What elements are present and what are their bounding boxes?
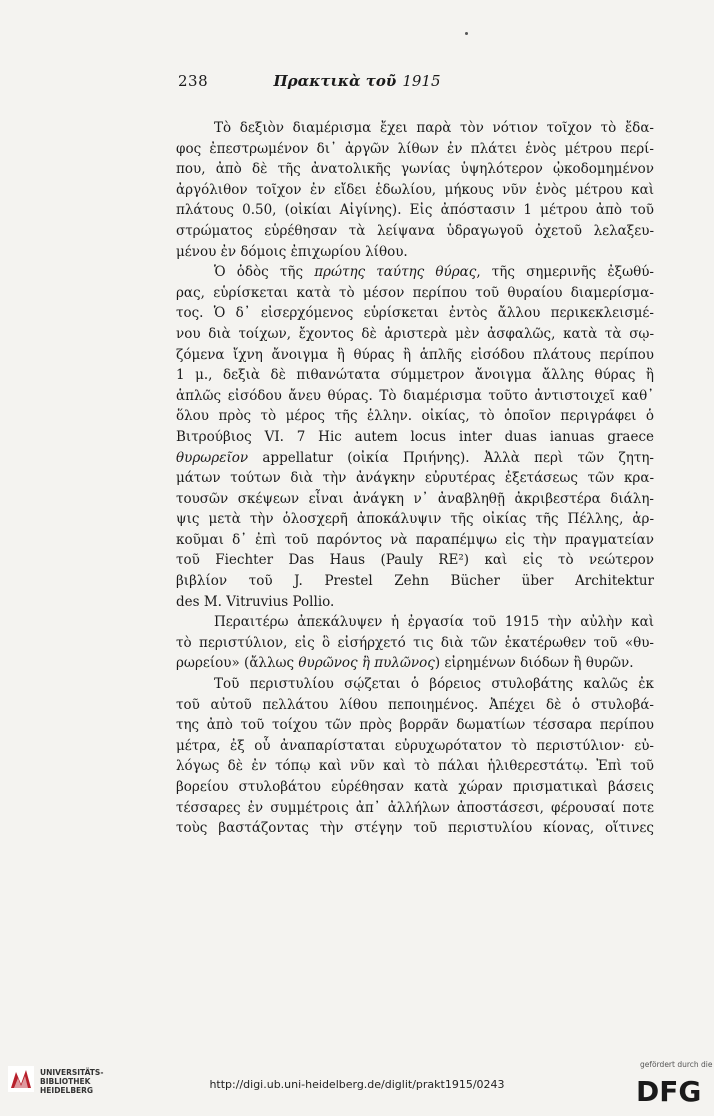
library-name-line: HEIDELBERG xyxy=(40,1086,94,1095)
text-line: des M. Vitruvius Pollio. xyxy=(176,593,335,610)
running-head xyxy=(0,72,714,98)
text-line: Περαιτέρω ἀπεκάλυψεν ἡ ἐργασία τοῦ 1915 τὴν αὐλὴν καὶ xyxy=(214,614,654,631)
running-title xyxy=(0,72,714,90)
text-line: Ὁ ὁδὸς τῆς πρώτης ταύτης θύρας, τῆς σημερινῆς ἐξωθύ- xyxy=(214,264,654,281)
text-line: μέτρα, ἐξ οὗ ἀναπαρίσταται εὐρυχωρότατον τὸ περιστύλιον· εὐ- xyxy=(176,737,654,754)
text-line: τέσσαρες ἐν συμμέτροις ἀπ᾽ ἀλλήλων ἀποστάσεσι, φέρουσαί ποτε xyxy=(176,799,654,816)
text-line: τοῦ αὐτοῦ πελλάτου λίθου πεποιημένος. Ἀπέχει δὲ ὁ στυλοβά- xyxy=(176,696,654,713)
running-title-year: 1915 xyxy=(402,72,441,90)
text-line: ἁπλῶς εἰσόδου ἄνευ θύρας. Τὸ διαμέρισμα τοῦτο ἀντιστοιχεῖ καθ᾽ xyxy=(176,387,654,404)
funded-by-label: gefördert durch die xyxy=(640,1060,713,1069)
italic-phrase: πρώτης ταύτης θύρας xyxy=(314,264,477,281)
text-line: Τοῦ περιστυλίου σῴζεται ὁ βόρειος στυλοβάτης καλῶς ἐκ xyxy=(214,676,654,693)
text-line: ὅλου πρὸς τὸ μέρος τῆς ἑλλην. οἰκίας, τὸ ὁποῖον περιγράφει ὁ xyxy=(176,408,654,425)
text-line: τοὺς βαστάζοντας τὴν στέγην τοῦ περιστυλίου κίονας, οἵτινες xyxy=(176,820,654,837)
text-line: μάτων τούτων διὰ τὴν ἀνάγκην εὐρυτέρας ἐξετάσεως τῶν κρα- xyxy=(176,470,654,487)
italic-phrase: θυρῶνος ἢ πυλῶνος xyxy=(298,655,435,672)
text-line: ψις μετὰ τὴν ὁλοσχερῆ ἀποκάλυψιν τῆς οἰκίας τῆς Πέλλης, ἀρ- xyxy=(176,511,654,528)
text-line: κοῦμαι δ᾽ ἐπὶ τοῦ παρόντος νὰ παραπέμψω εἰς τὴν πραγματείαν xyxy=(176,531,654,548)
dfg-logo-icon xyxy=(636,1074,706,1106)
text-line: τος. Ὁ δ᾽ εἰσερχόμενος εὑρίσκεται ἐντὸς ἄλλου περικεκλεισμέ- xyxy=(176,305,654,322)
page-number: 238 xyxy=(178,72,209,90)
body-text xyxy=(176,118,654,839)
text-line: θυρωρεῖον appellatur (οἰκία Πριήνης). Ἀλλὰ περὶ τῶν ζητη- xyxy=(176,449,654,466)
text-line: φος ἐπεστρωμένον δι᾽ ἀργῶν λίθων ἐν πλάτει ἑνὸς μέτρου περί- xyxy=(176,140,654,157)
dfg-logo-text: DFG xyxy=(636,1075,702,1106)
text-line: τουσῶν σκέψεων εἶναι ἀνάγκη ν᾽ ἀναβληθῇ ἀκριβεστέρα διάλη- xyxy=(176,490,654,507)
text-line: βιβλίον τοῦ J. Prestel Zehn Bücher über Architektur xyxy=(176,573,654,590)
text-line: λόγως δὲ ἐν τόπῳ καὶ νῦν καὶ τὸ πάλαι ἡλιθερεστάτῳ. Ἐπὶ τοῦ xyxy=(176,758,654,775)
text-line: βορείου στυλοβάτου εὑρέθησαν κατὰ χώραν πρισματικαὶ βάσεις xyxy=(176,779,654,795)
text-line: ρωρείου» (ἄλλως θυρῶνος ἢ πυλῶνος) εἰρημένων διόδων ἢ θυρῶν. xyxy=(176,655,634,672)
text-line: πλάτους 0.50, (οἰκίαι Αἰγίνης). Εἰς ἀπόστασιν 1 μέτρου ἀπὸ τοῦ xyxy=(176,202,654,219)
italic-phrase: θυρωρεῖον xyxy=(176,449,249,466)
text-line: Βιτρούβιος VI. 7 Hic autem locus inter duas ianuas graece xyxy=(176,428,654,445)
library-name-line: BIBLIOTHEK xyxy=(40,1077,91,1086)
library-name-line: UNIVERSITÄTS- xyxy=(40,1068,104,1077)
text-line: που, ἀπὸ δὲ τῆς ἀνατολικῆς γωνίας ὑψηλότερον ᾠκοδομημένον xyxy=(176,161,654,178)
text-line: νου διὰ τοίχων, ἔχοντος δὲ ἀριστερὰ μὲν ἀσφαλῶς, κατὰ τὰ σῳ- xyxy=(176,325,654,342)
text-line: ρας, εὑρίσκεται κατὰ τὸ μέσον περίπου τοῦ θυραίου διαμερίσμα- xyxy=(176,284,654,301)
footer-bar xyxy=(0,1056,714,1116)
text-line: της ἀπὸ τοῦ τοίχου τῶν πρὸς βορρᾶν δωματίων τέσσαρα περίπου xyxy=(176,717,654,734)
running-title-text: Πρακτικὰ τοῦ xyxy=(273,72,397,90)
text-line: μένου ἐν δόμοις ἐπιχωρίου λίθου. xyxy=(176,243,408,260)
text-line: 1 μ., δεξιὰ δὲ πιθανώτατα σύμμετρον ἄνοιγμα ἄλλης θύρας ἢ xyxy=(176,367,654,384)
text-line: ζόμενα ἴχνη ἄνοιγμα ἢ θύρας ἢ ἁπλῆς εἰσόδου πλάτους περίπου xyxy=(176,346,654,363)
scan-speck xyxy=(465,32,468,35)
text-line: Τὸ δεξιὸν διαμέρισμα ἔχει παρὰ τὸν νότιον τοῖχον τὸ ἔδα- xyxy=(214,120,654,136)
text-line: τοῦ Fiechter Das Haus (Pauly RE²) καὶ εἰς τὸ νεώτερον xyxy=(176,552,654,569)
text-line: στρώματος εὑρέθησαν τὰ λείψανα ὑδραγωγοῦ ὀχετοῦ λελαξευ- xyxy=(176,222,654,239)
text-line: τὸ περιστύλιον, εἰς ὃ εἰσήρχετό τις διὰ τῶν ἑκατέρωθεν τοῦ «θυ- xyxy=(176,634,654,651)
digital-copy-url-link[interactable]: http://digi.ub.uni-heidelberg.de/diglit/prakt1915/0243 xyxy=(209,1078,505,1091)
text-line: ἀργόλιθον τοῖχον ἐν εἴδει ἑδωλίου, μήκους νῦν ἑνὸς μέτρου καὶ xyxy=(176,181,654,198)
